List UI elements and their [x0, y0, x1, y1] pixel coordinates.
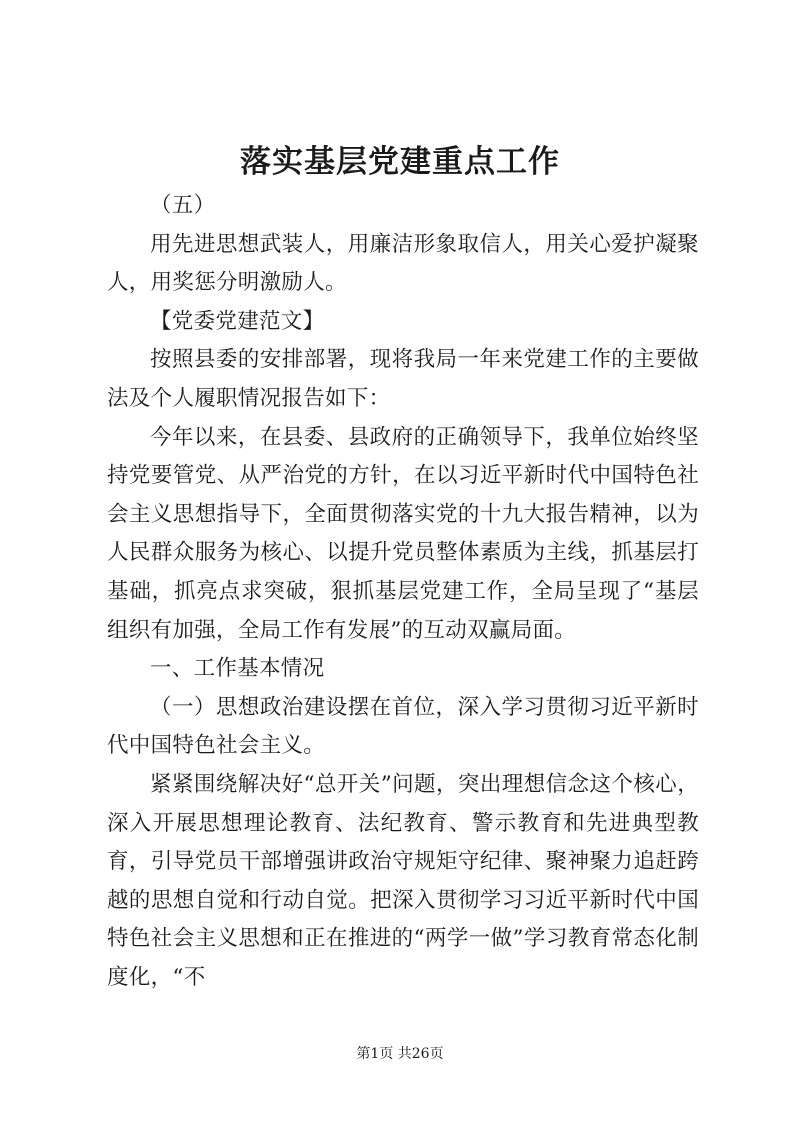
heading-basic-situation: 一、工作基本情况 — [150, 656, 325, 682]
paragraph-motto: 用先进思想武装人，用廉洁形象取信人，用关心爱护凝聚人，用奖惩分明激励人。 — [107, 231, 699, 296]
page-footer — [0, 1044, 800, 1064]
footer-current-page: 1 — [370, 1046, 380, 1062]
paragraph-category-tag: 【党委党建范文】 — [150, 308, 325, 334]
document-title: 落实基层党建重点工作 — [240, 144, 560, 180]
paragraph-intro: 按照县委的安排部署，现将我局一年来党建工作的主要做法及个人履职情况报告如下： — [107, 347, 699, 411]
footer-total-unit: 页 — [429, 1046, 444, 1062]
footer-page-prefix: 第 — [356, 1046, 371, 1062]
paragraph-overview: 今年以来，在县委、县政府的正确领导下，我单位始终坚持党要管党、从严治党的方针，在以习近平新时代中国特色社会主义思想指导下，全面贯彻落实党的十九大报告精神，以为人民群众服务为核心、以提升党员整体素质为主线，抓基层打基础，抓亮点求突破，狠抓基层党建工作，全局呈现了“基层组织有加强，全局工作有发展”的互动双赢局面。 — [107, 424, 699, 643]
footer-total-pages: 26 — [411, 1046, 430, 1062]
paragraph-section-number: （五） — [150, 193, 216, 218]
subheading-ideological-building: （一）思想政治建设摆在首位，深入学习贯彻习近平新时代中国特色社会主义。 — [107, 694, 699, 759]
footer-total-prefix: 共 — [397, 1046, 412, 1062]
paragraph-ideological-detail: 紧紧围绕解决好“总开关”问题，突出理想信念这个核心，深入开展思想理论教育、法纪教育、警示教育和先进典型教育，引导党员干部增强讲政治守规矩守纪律、聚神聚力追赶跨越的思想自觉和行动自觉。把深入贯彻学习习近平新时代中国特色社会主义思想和正在推进的“两学一做”学习教育常态化制度化，“不 — [107, 771, 699, 990]
footer-page-unit: 页 — [379, 1046, 394, 1062]
document-body — [107, 187, 699, 997]
